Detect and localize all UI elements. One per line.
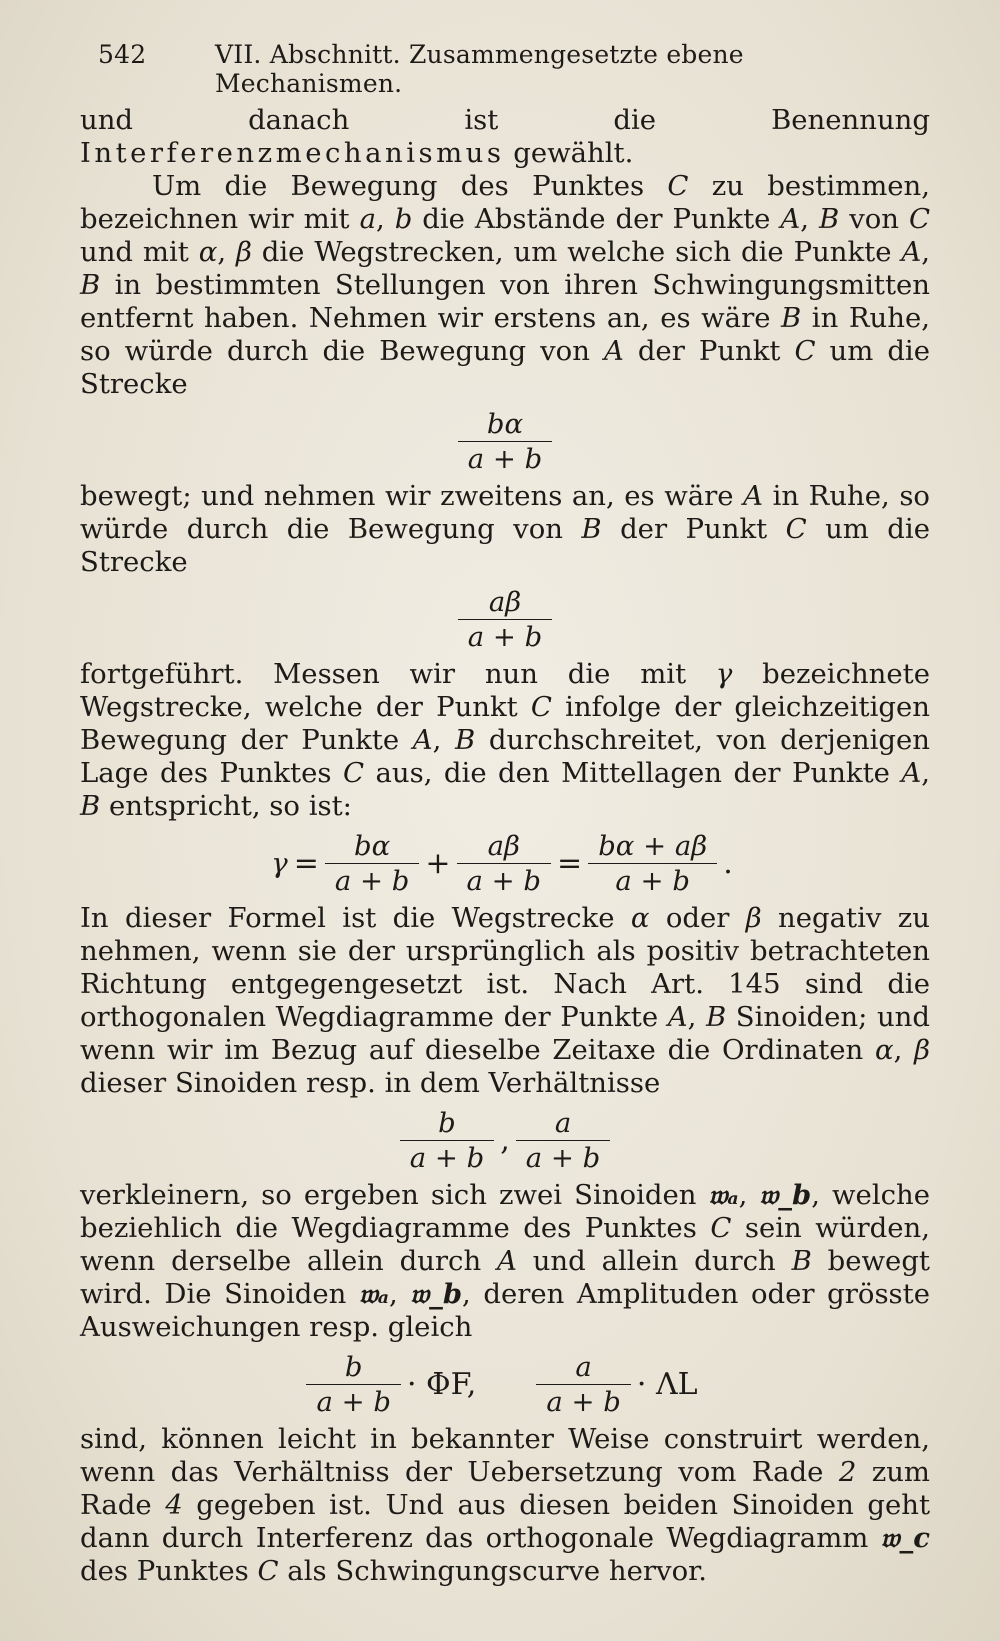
- fraktur-symbol: 𝔴_c: [880, 1522, 930, 1554]
- text-run: der Punkt: [623, 335, 795, 367]
- variable: C: [794, 335, 816, 367]
- running-title: VII. Abschnitt. Zusammengesetzte ebene Mechanismen.: [215, 40, 744, 98]
- text-run: der Punkt: [601, 513, 786, 545]
- text-run: und allein durch: [516, 1245, 792, 1277]
- numeral: 2: [838, 1456, 857, 1488]
- formula-lhs: γ: [271, 847, 288, 880]
- variable: A: [667, 1001, 688, 1033]
- variable: β: [745, 902, 762, 934]
- fraction: [536, 1352, 631, 1417]
- equals-sign: =: [293, 845, 319, 881]
- factor: · ΛL: [636, 1366, 698, 1402]
- factor: · ΦF,: [406, 1366, 477, 1402]
- page-number: 542: [98, 40, 147, 69]
- variable: B: [705, 1001, 727, 1033]
- denominator: a + b: [334, 865, 410, 897]
- text-run: um die Strecke: [80, 335, 930, 400]
- denominator: a + b: [525, 1142, 601, 1174]
- numerator: b: [306, 1352, 401, 1385]
- main-formula: [80, 831, 930, 896]
- text-run: negativ zu nehmen, wenn sie der ursprünglich als positiv betrachteten Richtung entgegengesetzt ist. Nach Art. 145 sind die orthogonalen Wegdiagramme der Punkte: [80, 902, 930, 1033]
- variable: B: [80, 790, 101, 822]
- variable: C: [908, 203, 931, 235]
- paragraph-6: [80, 1179, 930, 1344]
- variable: A: [412, 724, 433, 756]
- denominator: a + b: [466, 865, 542, 897]
- numerator: bα: [458, 409, 553, 442]
- variable: α: [630, 902, 650, 934]
- text-run: Sinoiden; und wenn wir im Bezug auf dieselbe Zeitaxe die Ordinaten: [80, 1001, 930, 1066]
- variable: B: [80, 269, 101, 301]
- paragraph-5: [80, 902, 930, 1100]
- fraction: [457, 831, 552, 896]
- numerator: a: [536, 1352, 631, 1385]
- numerator: aβ: [458, 587, 553, 620]
- text-run: die Abstände der Punkte: [412, 203, 781, 235]
- variable: A: [901, 757, 922, 789]
- body-text: [80, 104, 930, 1588]
- plus-sign: +: [425, 845, 451, 881]
- fraction: [588, 831, 717, 896]
- variable: a: [359, 203, 376, 235]
- ratio-display: [80, 1108, 930, 1173]
- text-run: zu bestimmen, bezeichnen wir mit: [80, 170, 931, 235]
- variable: α: [875, 1034, 894, 1066]
- denominator: a + b: [316, 1386, 391, 1418]
- text-run: entspricht, so ist:: [100, 790, 352, 822]
- text-run: in bestimmten Stellungen von ihren Schwingungsmitten entfernt haben. Nehmen wir erstens an, es wäre: [80, 269, 930, 334]
- paragraph-3: [80, 480, 930, 579]
- text-run: des Punktes: [80, 1555, 258, 1587]
- variable: β: [914, 1034, 930, 1066]
- text-run: Um die Bewegung des Punktes: [152, 170, 668, 202]
- text-run: aus, die den Mittellagen der Punkte: [364, 757, 902, 789]
- text-run: In dieser Formel ist die Wegstrecke: [80, 902, 631, 934]
- paragraph-7: [80, 1423, 930, 1588]
- emphasized-term: Interferenzmechanismus: [80, 137, 505, 169]
- fraction: [458, 587, 553, 652]
- text-run: infolge der gleichzeitigen Bewegung der Punkte: [80, 691, 930, 756]
- text-run: ,: [432, 724, 456, 756]
- variable: B: [791, 1245, 812, 1277]
- variable: A: [901, 236, 922, 268]
- denominator: a + b: [615, 865, 690, 897]
- fraktur-symbol: 𝔴ₐ: [708, 1179, 739, 1211]
- denominator: a + b: [467, 621, 543, 653]
- numerator: aβ: [457, 831, 552, 864]
- text-run: ,: [921, 236, 931, 268]
- numerator: b: [400, 1108, 495, 1141]
- numerator: bα + aβ: [588, 831, 717, 864]
- text-run: in Ruhe, so würde durch die Bewegung von: [80, 302, 930, 367]
- text-run: als Schwingungscurve hervor.: [278, 1555, 707, 1587]
- text-run: durchschreitet, von derjenigen Lage des Punktes: [80, 724, 930, 789]
- denominator: a + b: [467, 443, 543, 475]
- text-run: ,: [738, 1179, 760, 1211]
- text-run: ,: [687, 1001, 706, 1033]
- variable: B: [781, 302, 802, 334]
- text-run: gewählt.: [504, 137, 634, 169]
- fraktur-symbol: 𝔴_b: [410, 1278, 463, 1310]
- fraction: [306, 1352, 401, 1417]
- text-run: zum Rade: [80, 1456, 930, 1521]
- text-run: und mit: [80, 236, 199, 268]
- text-run: verkleinern, so ergeben sich zwei Sinoiden: [80, 1179, 709, 1211]
- variable: B: [455, 724, 476, 756]
- variable: b: [394, 203, 413, 235]
- fraktur-symbol: 𝔴ₐ: [358, 1278, 389, 1310]
- numerator: a: [516, 1108, 611, 1141]
- paragraph-4: [80, 658, 930, 823]
- fraction: [516, 1108, 611, 1173]
- variable: C: [530, 691, 552, 723]
- text-run: bezeichnete Wegstrecke, welche der Punkt: [80, 658, 930, 723]
- fraction: [325, 831, 420, 896]
- fraktur-symbol: 𝔴_b: [759, 1179, 812, 1211]
- text-run: in Ruhe, so würde durch die Bewegung von: [80, 480, 930, 545]
- text-run: fortgeführt. Messen wir nun die mit: [80, 658, 716, 690]
- fraction-display-2: [80, 587, 930, 652]
- text-run: und danach ist die Benennung: [80, 104, 930, 136]
- variable: A: [603, 335, 624, 367]
- text-run: oder: [649, 902, 746, 934]
- variable: B: [581, 513, 602, 545]
- text-run: gegeben ist. Und aus diesen beiden Sinoiden geht dann durch Interferenz das orthogonale Wegdiagramm: [80, 1489, 930, 1554]
- fraction: [400, 1108, 495, 1173]
- comma: ,: [500, 1122, 510, 1158]
- text-run: ,: [921, 757, 930, 789]
- fraction: [458, 409, 553, 474]
- variable: A: [497, 1245, 517, 1277]
- text-run: sein würden, wenn derselbe allein durch: [80, 1212, 930, 1277]
- text-run: um die Strecke: [80, 513, 930, 578]
- variable: C: [342, 757, 365, 789]
- text-run: bewegt; und nehmen wir zweitens an, es wäre: [80, 480, 744, 512]
- paragraph-2: [80, 170, 930, 401]
- variable: C: [667, 170, 689, 202]
- text-run: sind, können leicht in bekannter Weise construirt werden, wenn das Verhältniss der Uebersetzung vom Rade: [80, 1423, 930, 1488]
- text-run: , welche beziehlich die Wegdiagramme des Punktes: [80, 1179, 931, 1244]
- text-run: ,: [388, 1278, 411, 1310]
- equals-sign: =: [557, 845, 583, 881]
- text-run: von: [839, 203, 909, 235]
- numerator: bα: [325, 831, 420, 864]
- variable: C: [710, 1212, 732, 1244]
- variable: C: [257, 1555, 279, 1587]
- denominator: a + b: [546, 1386, 621, 1418]
- text-run: bewegt wird. Die Sinoiden: [80, 1245, 930, 1310]
- amplitude-display: [80, 1352, 930, 1417]
- variable: α: [198, 236, 218, 268]
- denominator: a + b: [409, 1142, 485, 1174]
- variable: A: [743, 480, 764, 512]
- variable: B: [819, 203, 840, 235]
- text-run: die Wegstrecken, um welche sich die Punkte: [251, 236, 902, 268]
- paragraph-1: [80, 104, 930, 170]
- fraction-display-1: [80, 409, 930, 474]
- period: .: [723, 845, 733, 881]
- text-run: , deren Amplituden oder grösste Ausweichungen resp. gleich: [80, 1278, 930, 1343]
- text-run: ,: [893, 1034, 915, 1066]
- variable: A: [780, 203, 801, 235]
- text-run: ,: [375, 203, 395, 235]
- variable: C: [785, 513, 807, 545]
- variable: β: [235, 236, 252, 268]
- page-header: [98, 40, 918, 98]
- text-run: dieser Sinoiden resp. in dem Verhältnisse: [80, 1067, 661, 1099]
- variable: γ: [715, 658, 733, 690]
- text-run: ,: [800, 203, 819, 235]
- numeral: 4: [165, 1489, 183, 1521]
- text-run: ,: [217, 236, 236, 268]
